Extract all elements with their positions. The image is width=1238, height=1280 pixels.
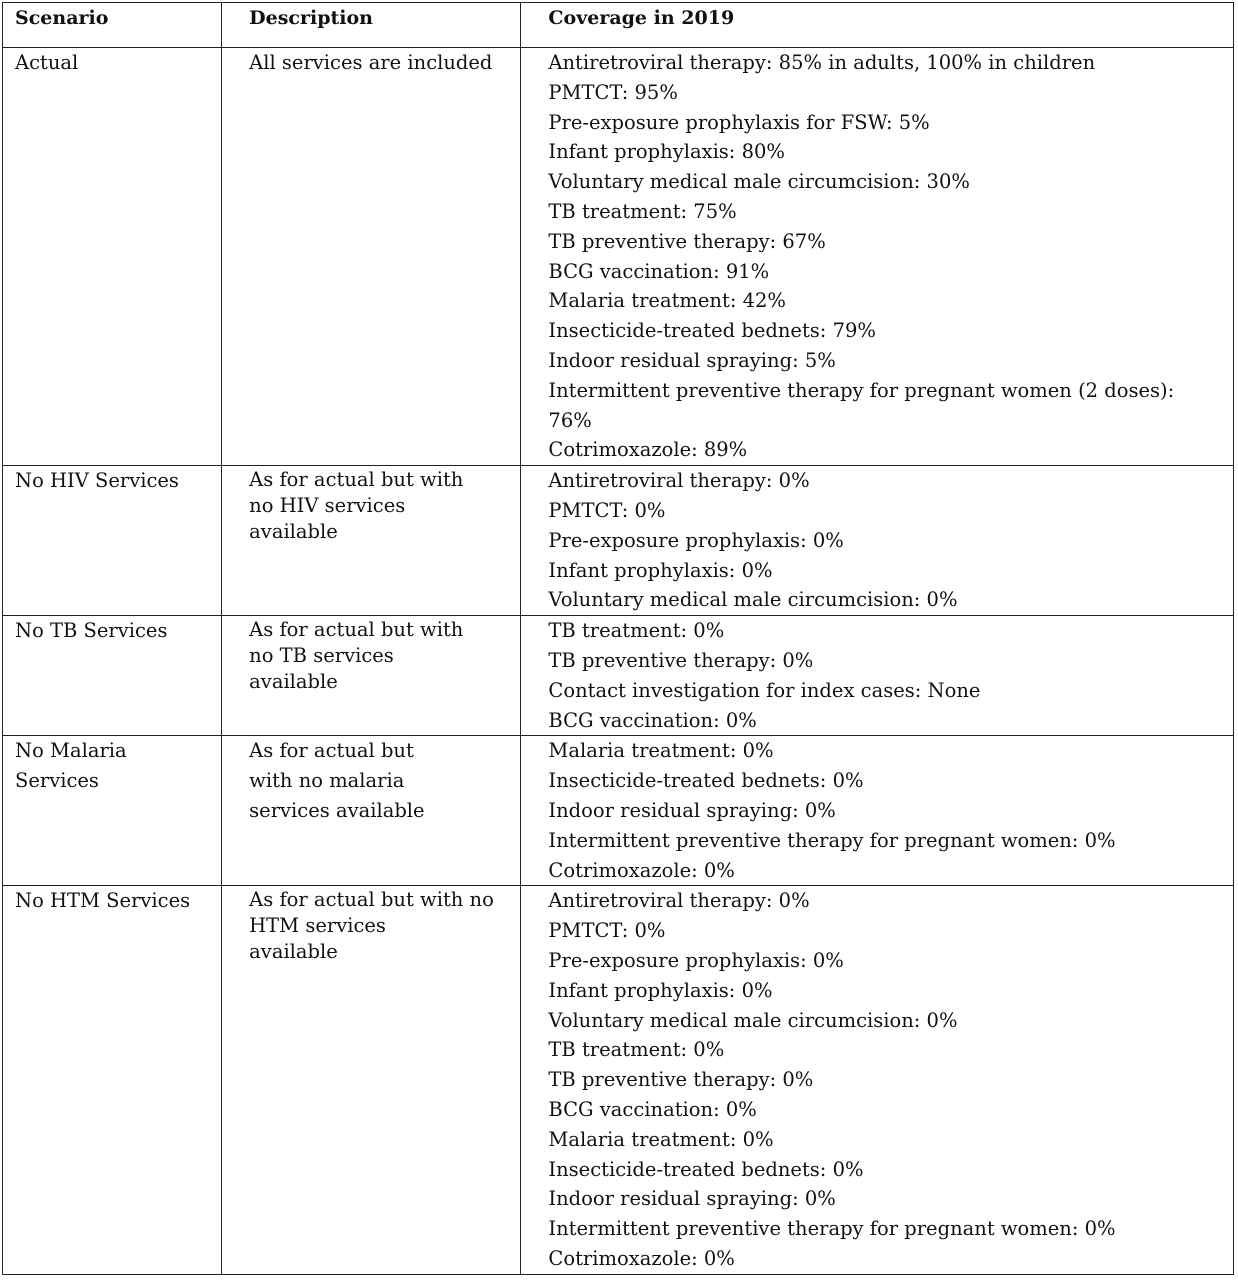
scenario-description: All services are included: [249, 51, 493, 74]
scenario-description: As for actual but with no malaria services available: [249, 739, 425, 822]
coverage-item: Malaria treatment: 42%: [548, 289, 786, 313]
coverage-item: Malaria treatment: 0%: [548, 739, 774, 763]
coverage-item: Infant prophylaxis: 0%: [548, 978, 773, 1002]
coverage-item: Infant prophylaxis: 80%: [548, 140, 785, 164]
coverage-cell: [521, 736, 1234, 886]
coverage-item: Intermittent preventive therapy for pregnant women (2 doses): 76%: [548, 378, 1175, 432]
coverage-item: TB preventive therapy: 0%: [548, 648, 814, 672]
scenario-cell: [3, 616, 222, 736]
scenario-name: No HTM Services: [15, 889, 191, 913]
scenario-cell: [3, 736, 222, 886]
coverage-item: Voluntary medical male circumcision: 30%: [548, 170, 970, 194]
coverage-cell: [521, 466, 1234, 616]
coverage-item: PMTCT: 95%: [548, 80, 678, 104]
coverage-item: Indoor residual spraying: 0%: [548, 1187, 836, 1211]
coverage-item: Pre-exposure prophylaxis for FSW: 5%: [548, 110, 930, 134]
description-cell: [222, 886, 521, 1274]
coverage-item: Malaria treatment: 0%: [548, 1127, 774, 1151]
scenario-name: No HIV Services: [15, 469, 179, 493]
coverage-item: BCG vaccination: 0%: [548, 708, 757, 732]
scenario-name: No Malaria Services: [15, 739, 127, 793]
coverage-item: TB treatment: 75%: [548, 199, 737, 223]
column-header-scenario: Scenario: [3, 3, 222, 48]
scenario-cell: [3, 886, 222, 1274]
coverage-item: Contact investigation for index cases: None: [548, 678, 981, 702]
coverage-item: TB treatment: 0%: [548, 619, 725, 643]
table-row-no-htm: [3, 886, 1234, 1274]
coverage-item: Intermittent preventive therapy for pregnant women: 0%: [548, 1217, 1116, 1241]
description-cell: [222, 466, 521, 616]
coverage-item: Antiretroviral therapy: 85% in adults, 100% in children: [548, 51, 1096, 74]
scenario-cell: [3, 466, 222, 616]
coverage-item: Cotrimoxazole: 89%: [548, 438, 748, 462]
coverage-item: BCG vaccination: 0%: [548, 1097, 757, 1121]
table-row-actual: [3, 48, 1234, 466]
coverage-item: PMTCT: 0%: [548, 498, 666, 522]
coverage-item: Pre-exposure prophylaxis: 0%: [548, 948, 844, 972]
table-row-no-hiv: [3, 466, 1234, 616]
coverage-item: Intermittent preventive therapy for pregnant women: 0%: [548, 828, 1116, 852]
description-cell: [222, 736, 521, 886]
description-cell: [222, 48, 521, 466]
coverage-item: Antiretroviral therapy: 0%: [548, 889, 810, 913]
coverage-cell: [521, 886, 1234, 1274]
coverage-cell: [521, 616, 1234, 736]
table-header-row: [3, 3, 1234, 48]
coverage-item: Pre-exposure prophylaxis: 0%: [548, 528, 844, 552]
coverage-item: Indoor residual spraying: 5%: [548, 348, 836, 372]
coverage-item: Insecticide-treated bednets: 79%: [548, 319, 876, 343]
table-row-no-malaria: [3, 736, 1234, 886]
column-header-description: Description: [222, 3, 521, 48]
scenario-description: As for actual but with no HIV services available: [249, 468, 464, 544]
scenario-name: No TB Services: [15, 619, 168, 643]
coverage-item: TB preventive therapy: 0%: [548, 1068, 814, 1092]
description-cell: [222, 616, 521, 736]
coverage-item: Insecticide-treated bednets: 0%: [548, 769, 864, 793]
scenario-description: As for actual but with no HTM services available: [249, 888, 494, 964]
scenario-name: Actual: [15, 51, 79, 74]
scenario-description: As for actual but with no TB services available: [249, 618, 464, 694]
coverage-item: BCG vaccination: 91%: [548, 259, 770, 283]
coverage-item: Cotrimoxazole: 0%: [548, 858, 735, 882]
coverage-item: Insecticide-treated bednets: 0%: [548, 1157, 864, 1181]
coverage-item: Voluntary medical male circumcision: 0%: [548, 1008, 958, 1032]
coverage-item: Antiretroviral therapy: 0%: [548, 469, 810, 493]
coverage-item: PMTCT: 0%: [548, 919, 666, 943]
scenario-coverage-table: [2, 2, 1234, 1275]
coverage-item: Infant prophylaxis: 0%: [548, 558, 773, 582]
coverage-cell: [521, 48, 1234, 466]
table-row-no-tb: [3, 616, 1234, 736]
scenario-cell: [3, 48, 222, 466]
coverage-item: Indoor residual spraying: 0%: [548, 798, 836, 822]
coverage-item: TB treatment: 0%: [548, 1038, 725, 1062]
coverage-item: TB preventive therapy: 67%: [548, 229, 826, 253]
coverage-item: Voluntary medical male circumcision: 0%: [548, 588, 958, 612]
column-header-coverage: Coverage in 2019: [521, 3, 1234, 48]
coverage-item: Cotrimoxazole: 0%: [548, 1246, 735, 1270]
